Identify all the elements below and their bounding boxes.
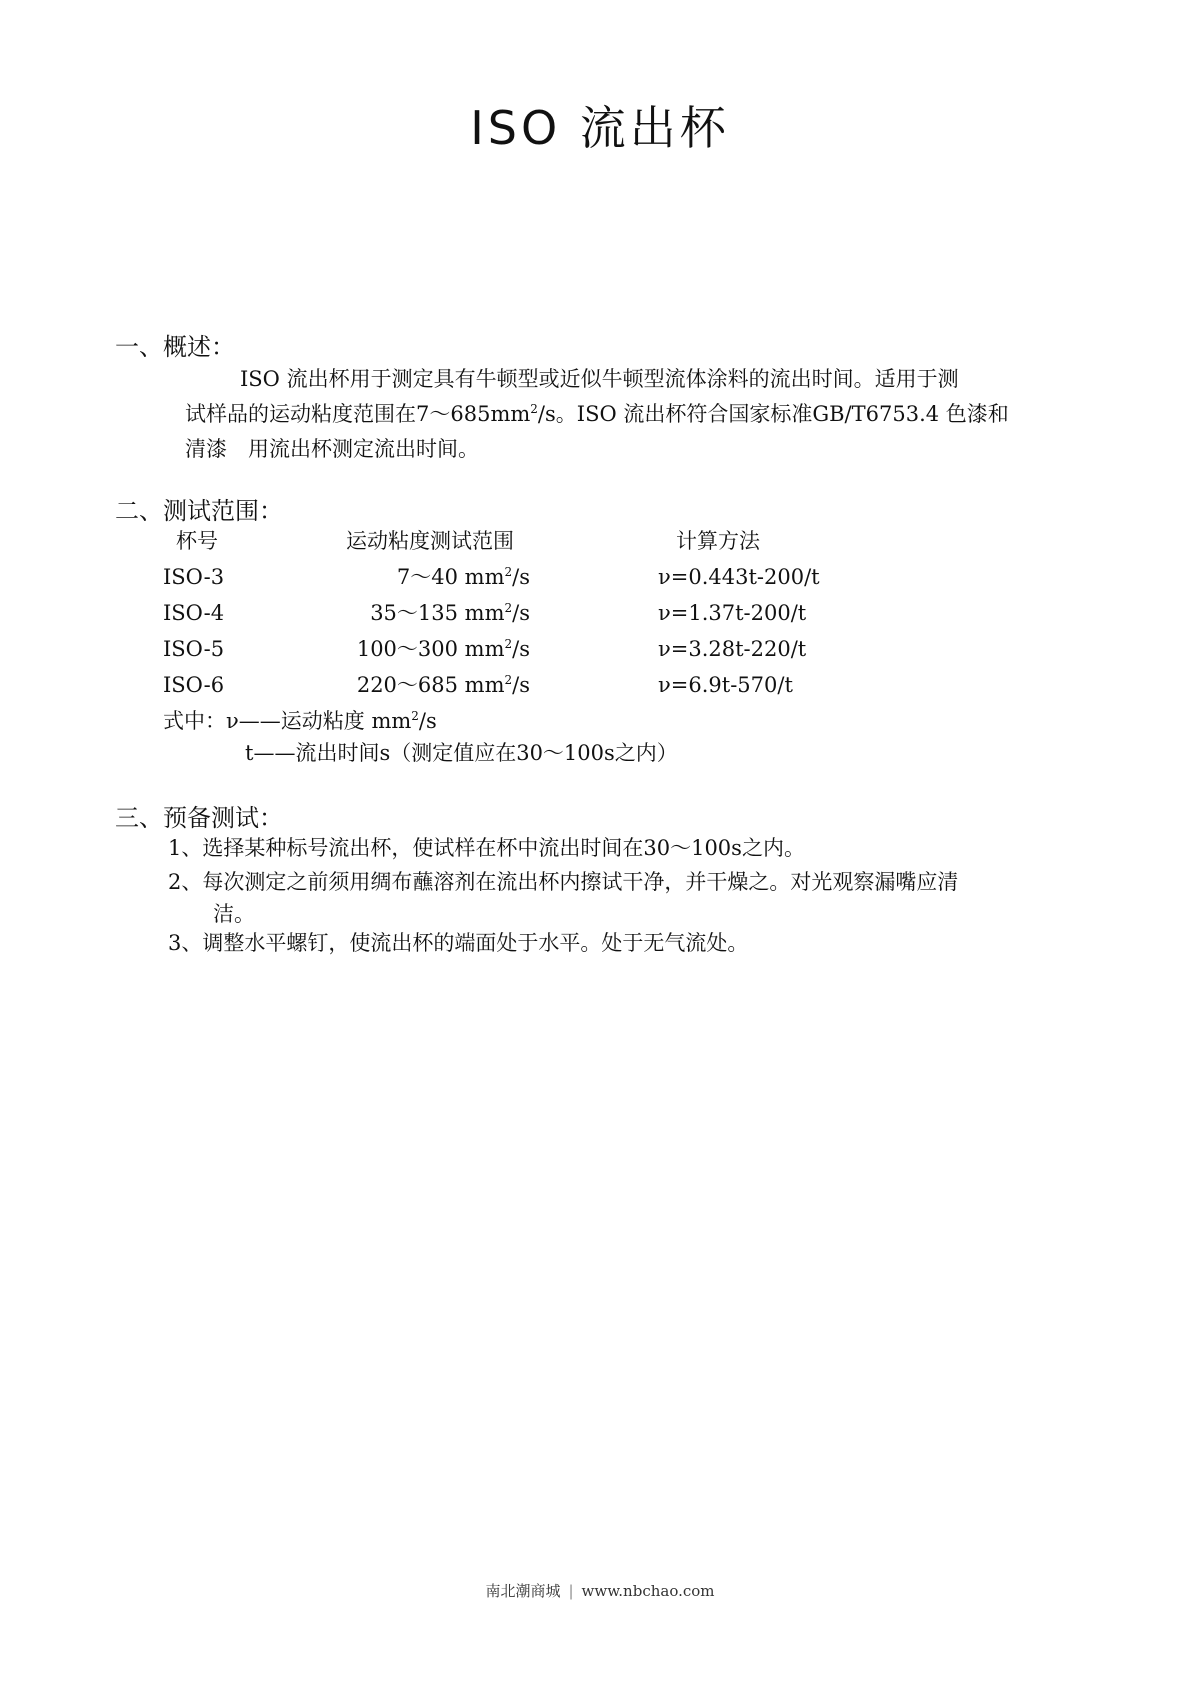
table-header-cup: 杯号 [176, 529, 218, 553]
page-title: ISO 流出杯 [470, 101, 730, 155]
footer-url[interactable]: www.nbchao.com [581, 1582, 715, 1600]
table-header-row [0, 526, 1200, 556]
overview-line-3: 清漆 用流出杯测定流出时间。 [185, 437, 479, 461]
footer-separator: | [568, 1582, 574, 1600]
table-cell-cup: ISO-5 [163, 637, 225, 661]
table-cell-range: 100～300 $mm^2/s$ [356, 637, 530, 661]
table-cell-cup: ISO-4 [163, 601, 225, 625]
formula-note-time: t——流出时间s（测定值应在30～100s之内） [245, 741, 678, 765]
table-cell-range: 35～135 $mm^2/s$ [370, 601, 530, 625]
overview-line-1: ISO 流出杯用于测定具有牛顿型或近似牛顿型流体涂料的流出时间。适用于测 [240, 367, 959, 391]
table-row [0, 670, 1200, 700]
list-item: 3、调整水平螺钉，使流出杯的端面处于水平。处于无气流处。 [168, 931, 749, 955]
table-cell-formula: ν=3.28t-220/t [658, 637, 807, 661]
table-row [0, 562, 1200, 592]
table-cell-range: 220～685 $mm^2/s$ [356, 673, 530, 697]
overview-paragraph [185, 362, 1095, 467]
section-heading-test-range: 二、测试范围： [115, 497, 283, 525]
table-header-formula: 计算方法 [676, 529, 760, 553]
table-cell-range: 7～40 $mm^2/s$ [396, 565, 530, 589]
section-heading-overview: 一、概述： [115, 333, 235, 361]
table-header-range: 运动粘度测试范围 [346, 529, 514, 553]
footer-site-name: 南北潮商城 [485, 1582, 561, 1600]
formula-note-viscosity: 式中：ν——运动粘度 $mm^2/s$ [163, 709, 437, 733]
overview-line-2-tail: /s。ISO 流出杯符合国家标准GB/T6753.4 色漆和 [537, 402, 1009, 426]
list-item: 1、选择某种标号流出杯，使试样在杯中流出时间在30～100s之内。 [168, 836, 805, 860]
table-row [0, 634, 1200, 664]
overview-line-2: 试样品的运动粘度范围在7～685mm [185, 402, 531, 426]
table-row [0, 598, 1200, 628]
table-cell-formula: ν=6.9t-570/t [658, 673, 793, 697]
table-cell-formula: ν=1.37t-200/t [658, 601, 807, 625]
table-cell-cup: ISO-6 [163, 673, 225, 697]
section-heading-preliminary-test: 三、预备测试： [115, 804, 283, 832]
table-cell-cup: ISO-3 [163, 565, 225, 589]
overview-superscript: 2 [530, 402, 538, 416]
list-item: 2、每次测定之前须用绸布蘸溶剂在流出杯内擦试干净，并干燥之。对光观察漏嘴应清 洁。 [168, 870, 959, 926]
footer [0, 1580, 1200, 1601]
table-cell-formula: ν=0.443t-200/t [658, 565, 820, 589]
